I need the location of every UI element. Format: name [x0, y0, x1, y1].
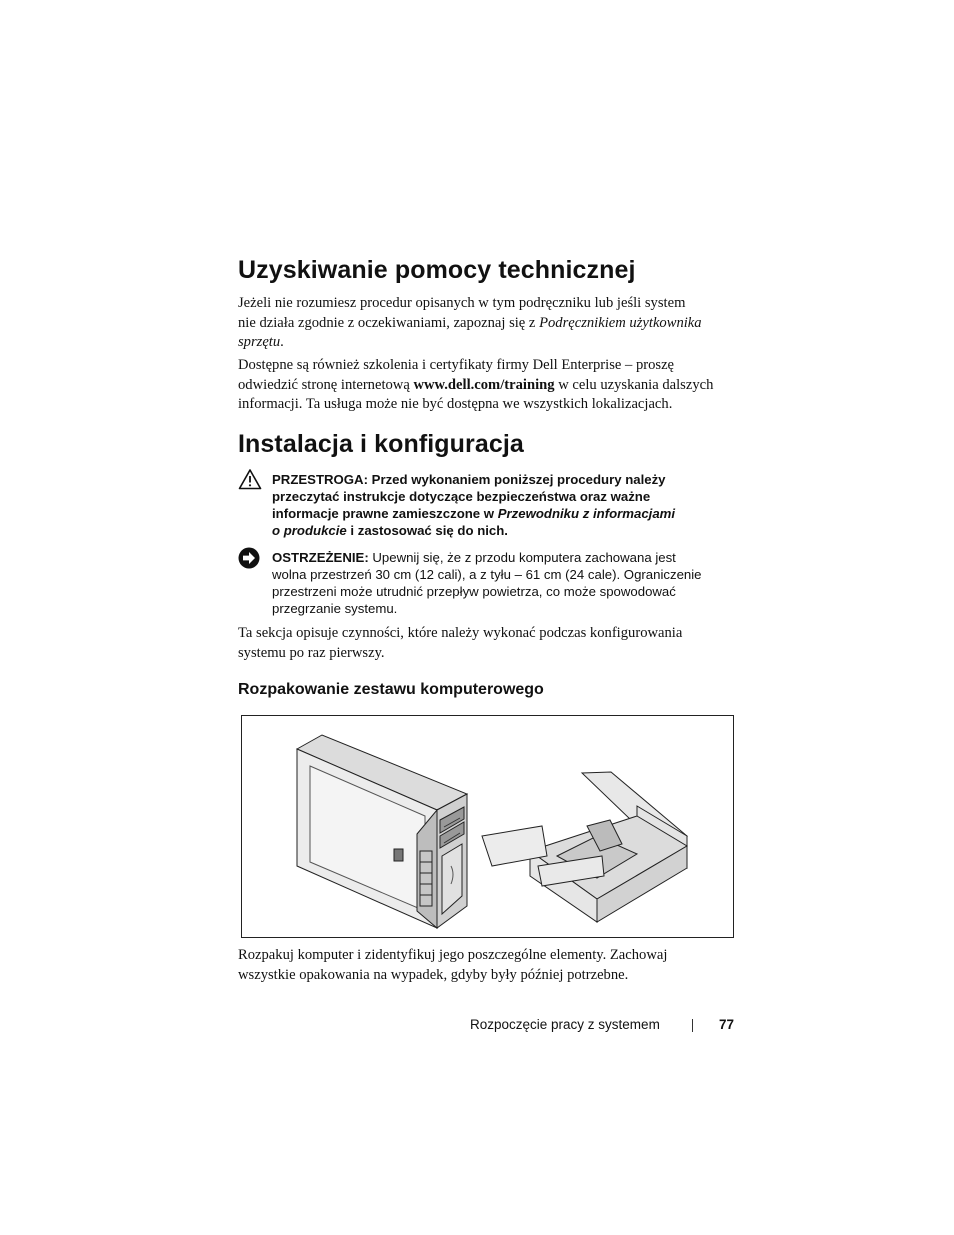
open-box-drawing [482, 772, 687, 922]
manual-title: sprzętu [238, 334, 281, 350]
warning-triangle-icon [238, 468, 262, 495]
text-line: Ta sekcja opisuje czynności, które należy wykonać podczas konfigurowania [238, 625, 683, 641]
heading-technical-help: Uzyskiwanie pomocy technicznej [238, 256, 636, 284]
footer-divider [692, 1019, 693, 1032]
subheading-unpacking: Rozpakowanie zestawu komputerowego [238, 681, 544, 698]
text-line: PRZESTROGA: Przed wykonaniem poniższej procedury należy [272, 472, 666, 487]
text-line: nie działa zgodnie z oczekiwaniami, zapoznaj się z Podręcznikiem użytkownika [238, 314, 702, 331]
guide-title: o produkcie [272, 523, 347, 538]
text-line: przeczytać instrukcje dotyczące bezpieczeństwa oraz ważne [272, 489, 651, 504]
text-line: systemu po raz pierwszy. [238, 644, 385, 661]
text-line: informacje prawne zamieszczone w Przewodniku z informacjami [272, 506, 676, 521]
text-line: przestrzeni może utrudnić przepływ powietrza, co może spowodować [272, 584, 676, 599]
manual-title: Podręcznikiem użytkownika [539, 314, 702, 331]
training-url: www.dell.com/training [413, 376, 555, 393]
text-line: sprzętu. [238, 334, 284, 350]
paragraph-training [238, 356, 738, 415]
guide-title: Przewodniku z informacjami [497, 506, 676, 521]
heading-installation: Instalacja i konfiguracja [238, 430, 524, 458]
paragraph-help-manual [238, 294, 738, 353]
text-line: informacji. Ta usługa może nie być dostępna we wszystkich lokalizacjach. [238, 396, 673, 412]
text-line: Rozpakuj komputer i zidentyfikuj jego poszczególne elementy. Zachowaj [238, 947, 668, 963]
text-line: wszystkie opakowania na wypadek, gdyby były później potrzebne. [238, 966, 629, 983]
text-line: Dostępne są również szkolenia i certyfikaty firmy Dell Enterprise – proszę [238, 357, 675, 373]
tower-and-box-drawing [242, 716, 733, 937]
text-line: odwiedzić stronę internetową www.dell.com/training w celu uzyskania dalszych [238, 376, 714, 393]
paragraph-section-intro [238, 624, 738, 663]
text-line: wolna przestrzeń 30 cm (12 cali), a z tyłu – 61 cm (24 cale). Ograniczenie [272, 567, 702, 582]
paragraph-unpack-instructions [238, 946, 738, 985]
text-line: Jeżeli nie rozumiesz procedur opisanych w tym podręczniku lub jeśli system [238, 295, 686, 311]
caution-note [272, 471, 742, 539]
unpacking-illustration [241, 715, 734, 938]
footer-chapter-title: Rozpoczęcie pracy z systemem [470, 1017, 660, 1032]
notice-arrow-icon [238, 547, 260, 574]
text-line: przegrzanie systemu. [272, 601, 398, 616]
notice-label: OSTRZEŻENIE: [272, 550, 369, 565]
caution-label: PRZESTROGA: [272, 472, 368, 487]
text-line: OSTRZEŻENIE: Upewnij się, że z przodu komputera zachowana jest [272, 550, 676, 565]
text-line: o produkcie i zastosować się do nich. [272, 523, 508, 538]
computer-tower-drawing [297, 735, 467, 928]
notice-note [272, 549, 742, 617]
page-number: 77 [719, 1017, 735, 1032]
